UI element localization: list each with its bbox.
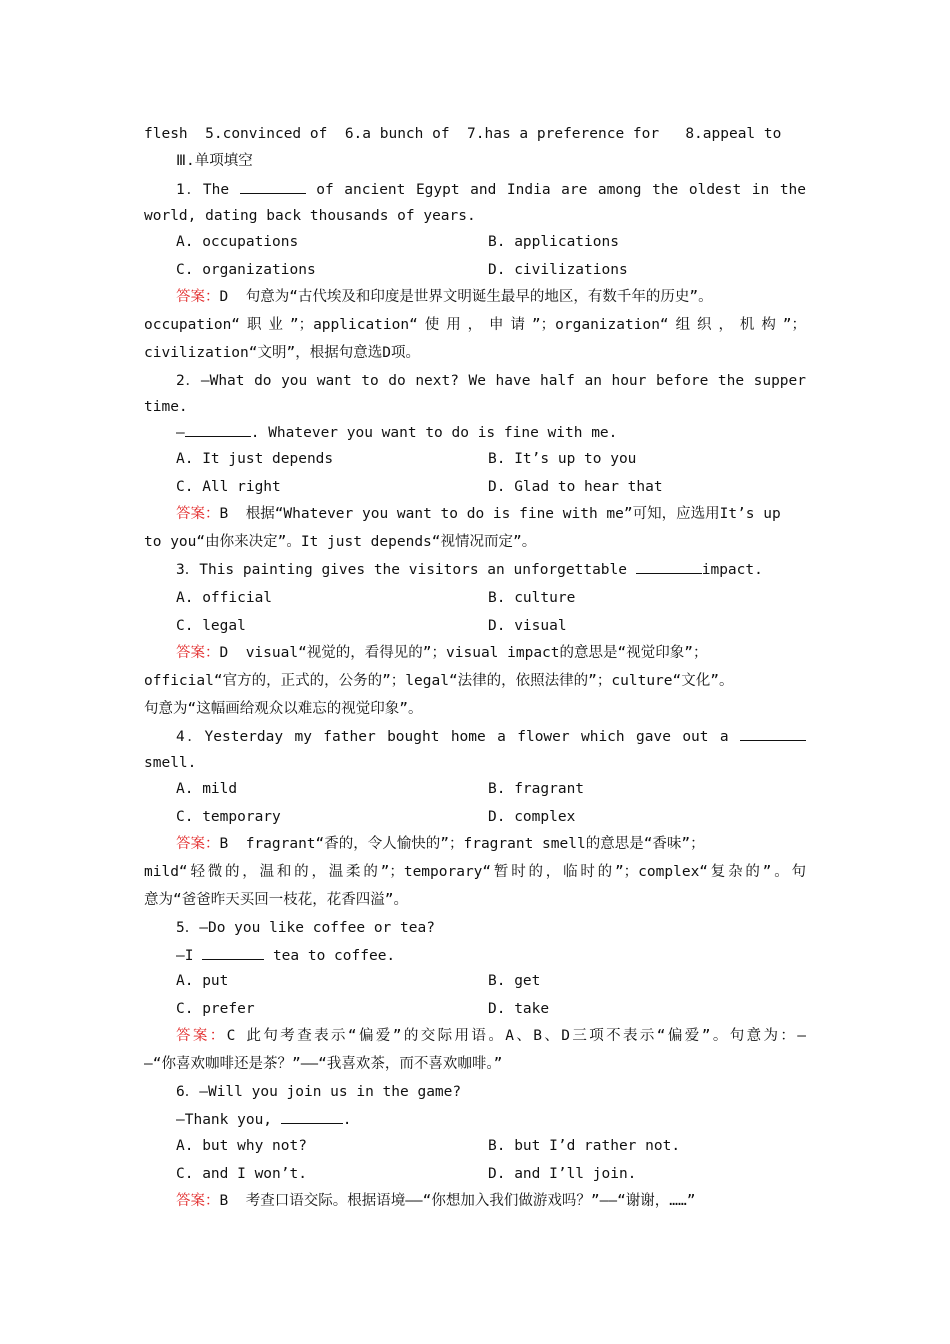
q6-option-d: D. and I’ll join. <box>488 1166 637 1182</box>
q6-answer: 答案：B 考查口语交际。根据语境——“你想加入我们做游戏吗？”——“谢谢，……” <box>176 1193 696 1209</box>
q3-explanation: official“官方的，正式的，公务的”；legal“法律的，依照法律的”；culture“文化”。 <box>144 673 734 689</box>
question-6-response: —Thank you, . <box>176 1112 352 1128</box>
answer-label: 答案： <box>176 506 220 522</box>
question-3-stem: 3．This painting gives the visitors an unforgettable impact. <box>176 562 763 578</box>
q4-explanation: mild“轻微的，温和的，温柔的”；temporary“暂时的，临时的”；complex“复杂的”。句 <box>144 864 806 880</box>
question-2-stem-cont: time. <box>144 399 188 415</box>
answer-blank <box>240 180 306 194</box>
vocab-answer-line: flesh 5.convinced of 6.a bunch of 7.has a preference for 8.appeal to <box>144 126 782 142</box>
q5-option-a: A. put <box>176 973 229 989</box>
q3-option-b: B. culture <box>488 590 576 606</box>
answer-label: 答案： <box>176 1028 227 1044</box>
q2-answer: 答案：B 根据“Whatever you want to do is fine with me”可知，应选用It’s up <box>176 506 781 522</box>
q5-option-b: B. get <box>488 973 541 989</box>
q4-answer: 答案：B fragrant“香的，令人愉快的”；fragrant smell的意思是“香味”； <box>176 836 705 852</box>
q1-explanation-cont: civilization“文明”，根据句意选D项。 <box>144 345 420 361</box>
q3-answer: 答案：D visual“视觉的，看得见的”；visual impact的意思是“视觉印象”； <box>176 645 708 661</box>
q4-option-b: B. fragrant <box>488 781 585 797</box>
q1-option-d: D. civilizations <box>488 262 628 278</box>
q1-explanation: occupation“职业”；application“使用，申请”；organization“组织，机构”； <box>144 317 806 333</box>
question-2-response: — . Whatever you want to do is fine with me. <box>176 425 618 441</box>
answer-blank <box>202 946 264 960</box>
q1-answer: 答案：D 句意为“古代埃及和印度是世界文明诞生最早的地区，有数千年的历史”。 <box>176 289 713 305</box>
q2-option-c: C. All right <box>176 479 281 495</box>
q2-option-d: D. Glad to hear that <box>488 479 663 495</box>
q2-option-b: B. It’s up to you <box>488 451 637 467</box>
q3-option-a: A. official <box>176 590 273 606</box>
question-4-stem-cont: smell. <box>144 755 197 771</box>
q4-option-c: C. temporary <box>176 809 281 825</box>
question-5-stem: 5．—Do you like coffee or tea? <box>176 920 435 936</box>
q6-option-b: B. but I’d rather not. <box>488 1138 681 1154</box>
q5-option-d: D. take <box>488 1001 550 1017</box>
q4-option-a: A. mild <box>176 781 238 797</box>
q2-explanation: to you“由你来决定”。It just depends“视情况而定”。 <box>144 534 537 550</box>
q2-option-a: A. It just depends <box>176 451 334 467</box>
q1-option-c: C. organizations <box>176 262 316 278</box>
answer-label: 答案： <box>176 1193 220 1209</box>
q3-explanation-cont: 句意为“这幅画给观众以难忘的视觉印象”。 <box>144 701 423 717</box>
answer-blank <box>185 423 251 437</box>
q1-option-a: A. occupations <box>176 234 299 250</box>
q6-option-a: A. but why not? <box>176 1138 307 1154</box>
question-6-stem: 6．—Will you join us in the game? <box>176 1084 462 1100</box>
q4-option-d: D. complex <box>488 809 576 825</box>
question-1-stem-cont: world, dating back thousands of years. <box>144 208 476 224</box>
q6-option-c: C. and I won’t. <box>176 1166 307 1182</box>
answer-label: 答案： <box>176 836 220 852</box>
question-5-response: —I tea to coffee. <box>176 948 396 964</box>
question-4-stem: 4．Yesterday my father bought home a flower which gave out a <box>176 727 806 747</box>
answer-blank <box>281 1110 343 1124</box>
question-2-stem: 2．—What do you want to do next? We have half an hour before the supper <box>176 373 806 389</box>
q5-answer: 答案：C 此句考查表示“偏爱”的交际用语。A、B、D三项不表示“偏爱”。句意为：— <box>176 1028 807 1044</box>
answer-blank <box>636 560 702 574</box>
answer-blank <box>740 727 806 741</box>
q5-option-c: C. prefer <box>176 1001 255 1017</box>
q1-option-b: B. applications <box>488 234 619 250</box>
question-1-stem: 1．The of ancient Egypt and India are among the oldest in the <box>176 182 807 198</box>
q4-explanation-cont: 意为“爸爸昨天买回一枝花，花香四溢”。 <box>144 892 408 908</box>
answer-label: 答案： <box>176 645 220 661</box>
answer-label: 答案： <box>176 289 220 305</box>
section-title: Ⅲ.单项填空 <box>176 153 253 169</box>
q3-option-c: C. legal <box>176 618 246 634</box>
q5-explanation: —“你喜欢咖啡还是茶？”——“我喜欢茶，而不喜欢咖啡。” <box>144 1056 503 1072</box>
q3-option-d: D. visual <box>488 618 567 634</box>
